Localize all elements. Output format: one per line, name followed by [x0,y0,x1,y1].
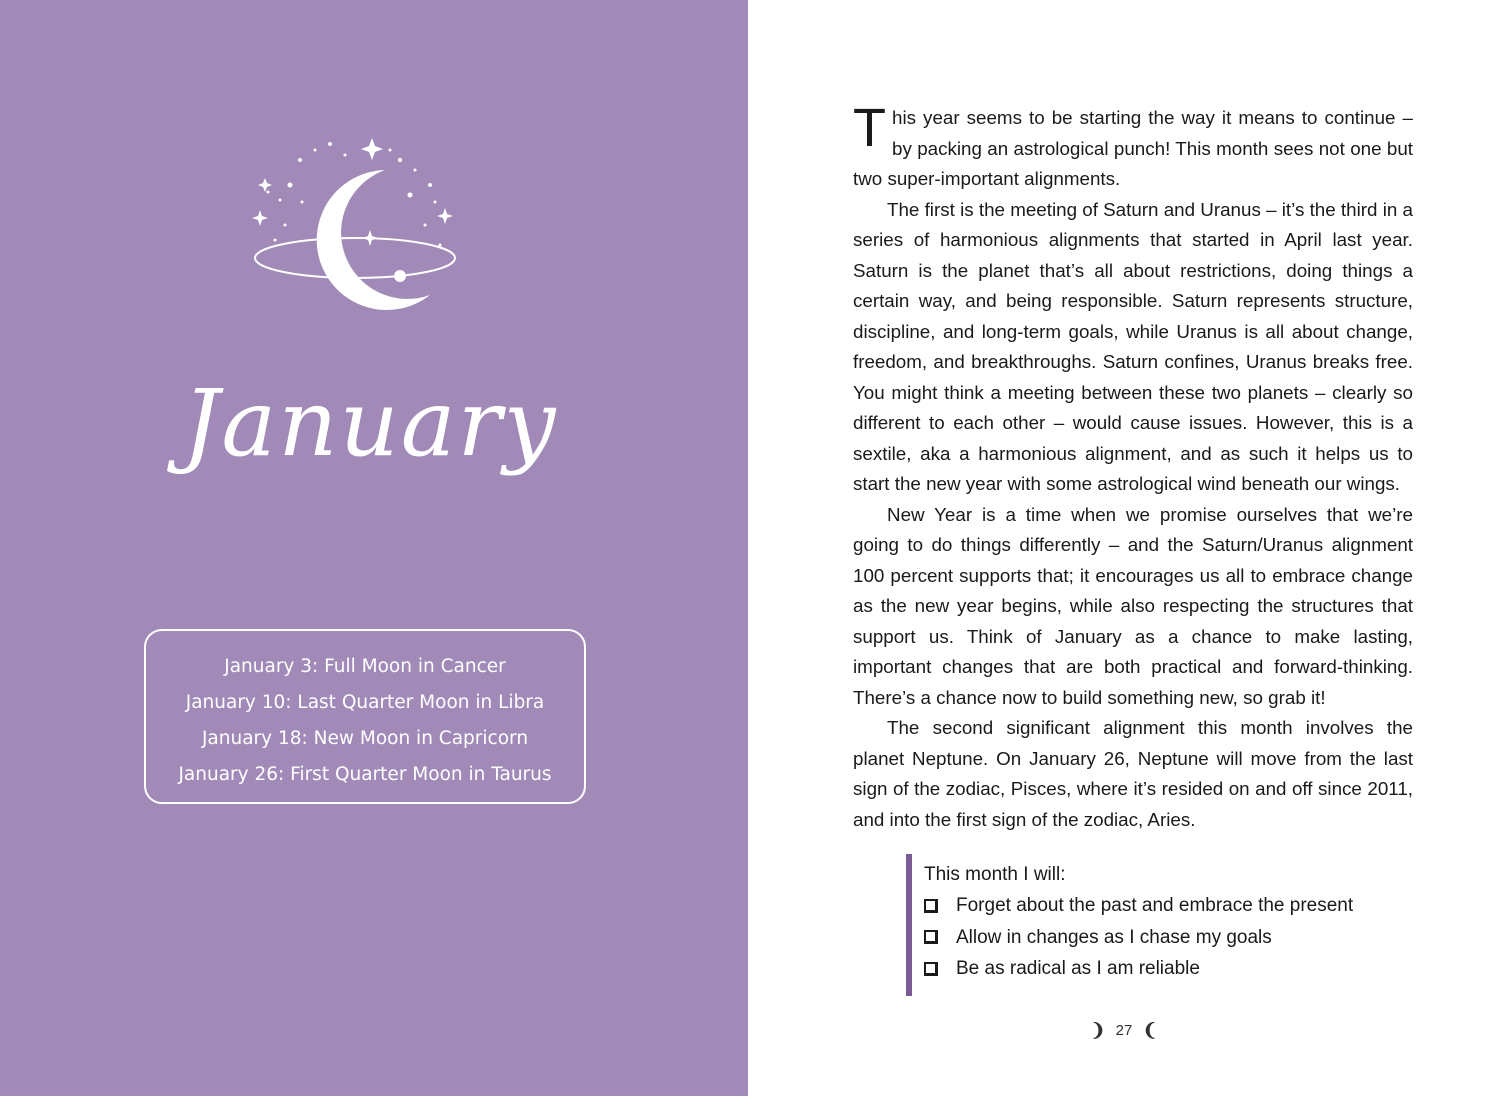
dropcap: T [853,98,886,158]
month-title: January [182,370,558,477]
intentions-box [906,854,1376,996]
crescent-moon-icon [240,130,480,340]
paragraph-4: The second significant alignment this month involves the planet Neptune. On January 26, Neptune will move from the last sign of the zodiac, Pisces, where it’s resided on and off since 2011, and into the first sign of the zodiac, Aries. [853,717,1413,830]
checkbox-icon[interactable] [924,899,938,913]
intentions-title: This month I will: [924,864,1066,885]
intention-label: Allow in changes as I chase my goals [956,926,1272,948]
waning-moon-icon: ❨ [1142,1020,1158,1040]
left-page [0,0,748,1096]
moon-phase-item: January 3: Full Moon in Cancer [224,656,506,677]
page-number-footer [748,1020,1500,1041]
paragraph-1 [853,98,1413,195]
checkbox-icon[interactable] [924,930,938,944]
intention-item [924,890,1376,922]
intention-item [924,922,1376,954]
intention-item [924,953,1376,985]
intention-label: Forget about the past and embrace the present [956,895,1354,916]
paragraph-1-text: his year seems to be starting the way it means to continue – by packing an astrological punch! This month sees not one but two super-important alignments. [853,107,1413,189]
body-text [853,98,1413,835]
moon-phase-item: January 26: First Quarter Moon in Taurus [178,764,552,785]
checkbox-icon[interactable] [924,962,938,976]
moon-phase-item: January 18: New Moon in Capricorn [201,728,529,749]
paragraph-3: New Year is a time when we promise ourselves that we’re going to do things differently – and the Saturn/Uranus alignment 100 percent supports that; it encourages us all to embrace change as the new year begins, while also respecting the structures that support us. Think of January as a chance to make lasting, important changes that are both practical and forward-thinking. There’s a chance now to build something new, so grab it! [853,503,1413,708]
intention-label: Be as radical as I am reliable [956,958,1200,979]
page-number: 27 [1115,1022,1133,1039]
right-page [748,0,1500,1096]
moon-phases-box [144,629,586,804]
waxing-moon-icon: ❩ [1090,1020,1106,1040]
moon-phase-item: January 10: Last Quarter Moon in Libra [185,692,545,713]
paragraph-2: The first is the meeting of Saturn and Uranus – it’s the third in a series of harmonious alignments that started in April last year. Saturn is the planet that’s all about restrictions, doing things a certain way, and being responsible. Saturn represents structure, discipline, and long-term goals, while Uranus is all about change, freedom, and breakthroughs. Saturn confines, Uranus breaks free. You might think a meeting between these two planets – clearly so different to each other – would cause issues. However, this is a sextile, aka a harmonious alignment, and as such it helps us to start the new year with some astrological wind beneath our wings. [853,198,1413,494]
